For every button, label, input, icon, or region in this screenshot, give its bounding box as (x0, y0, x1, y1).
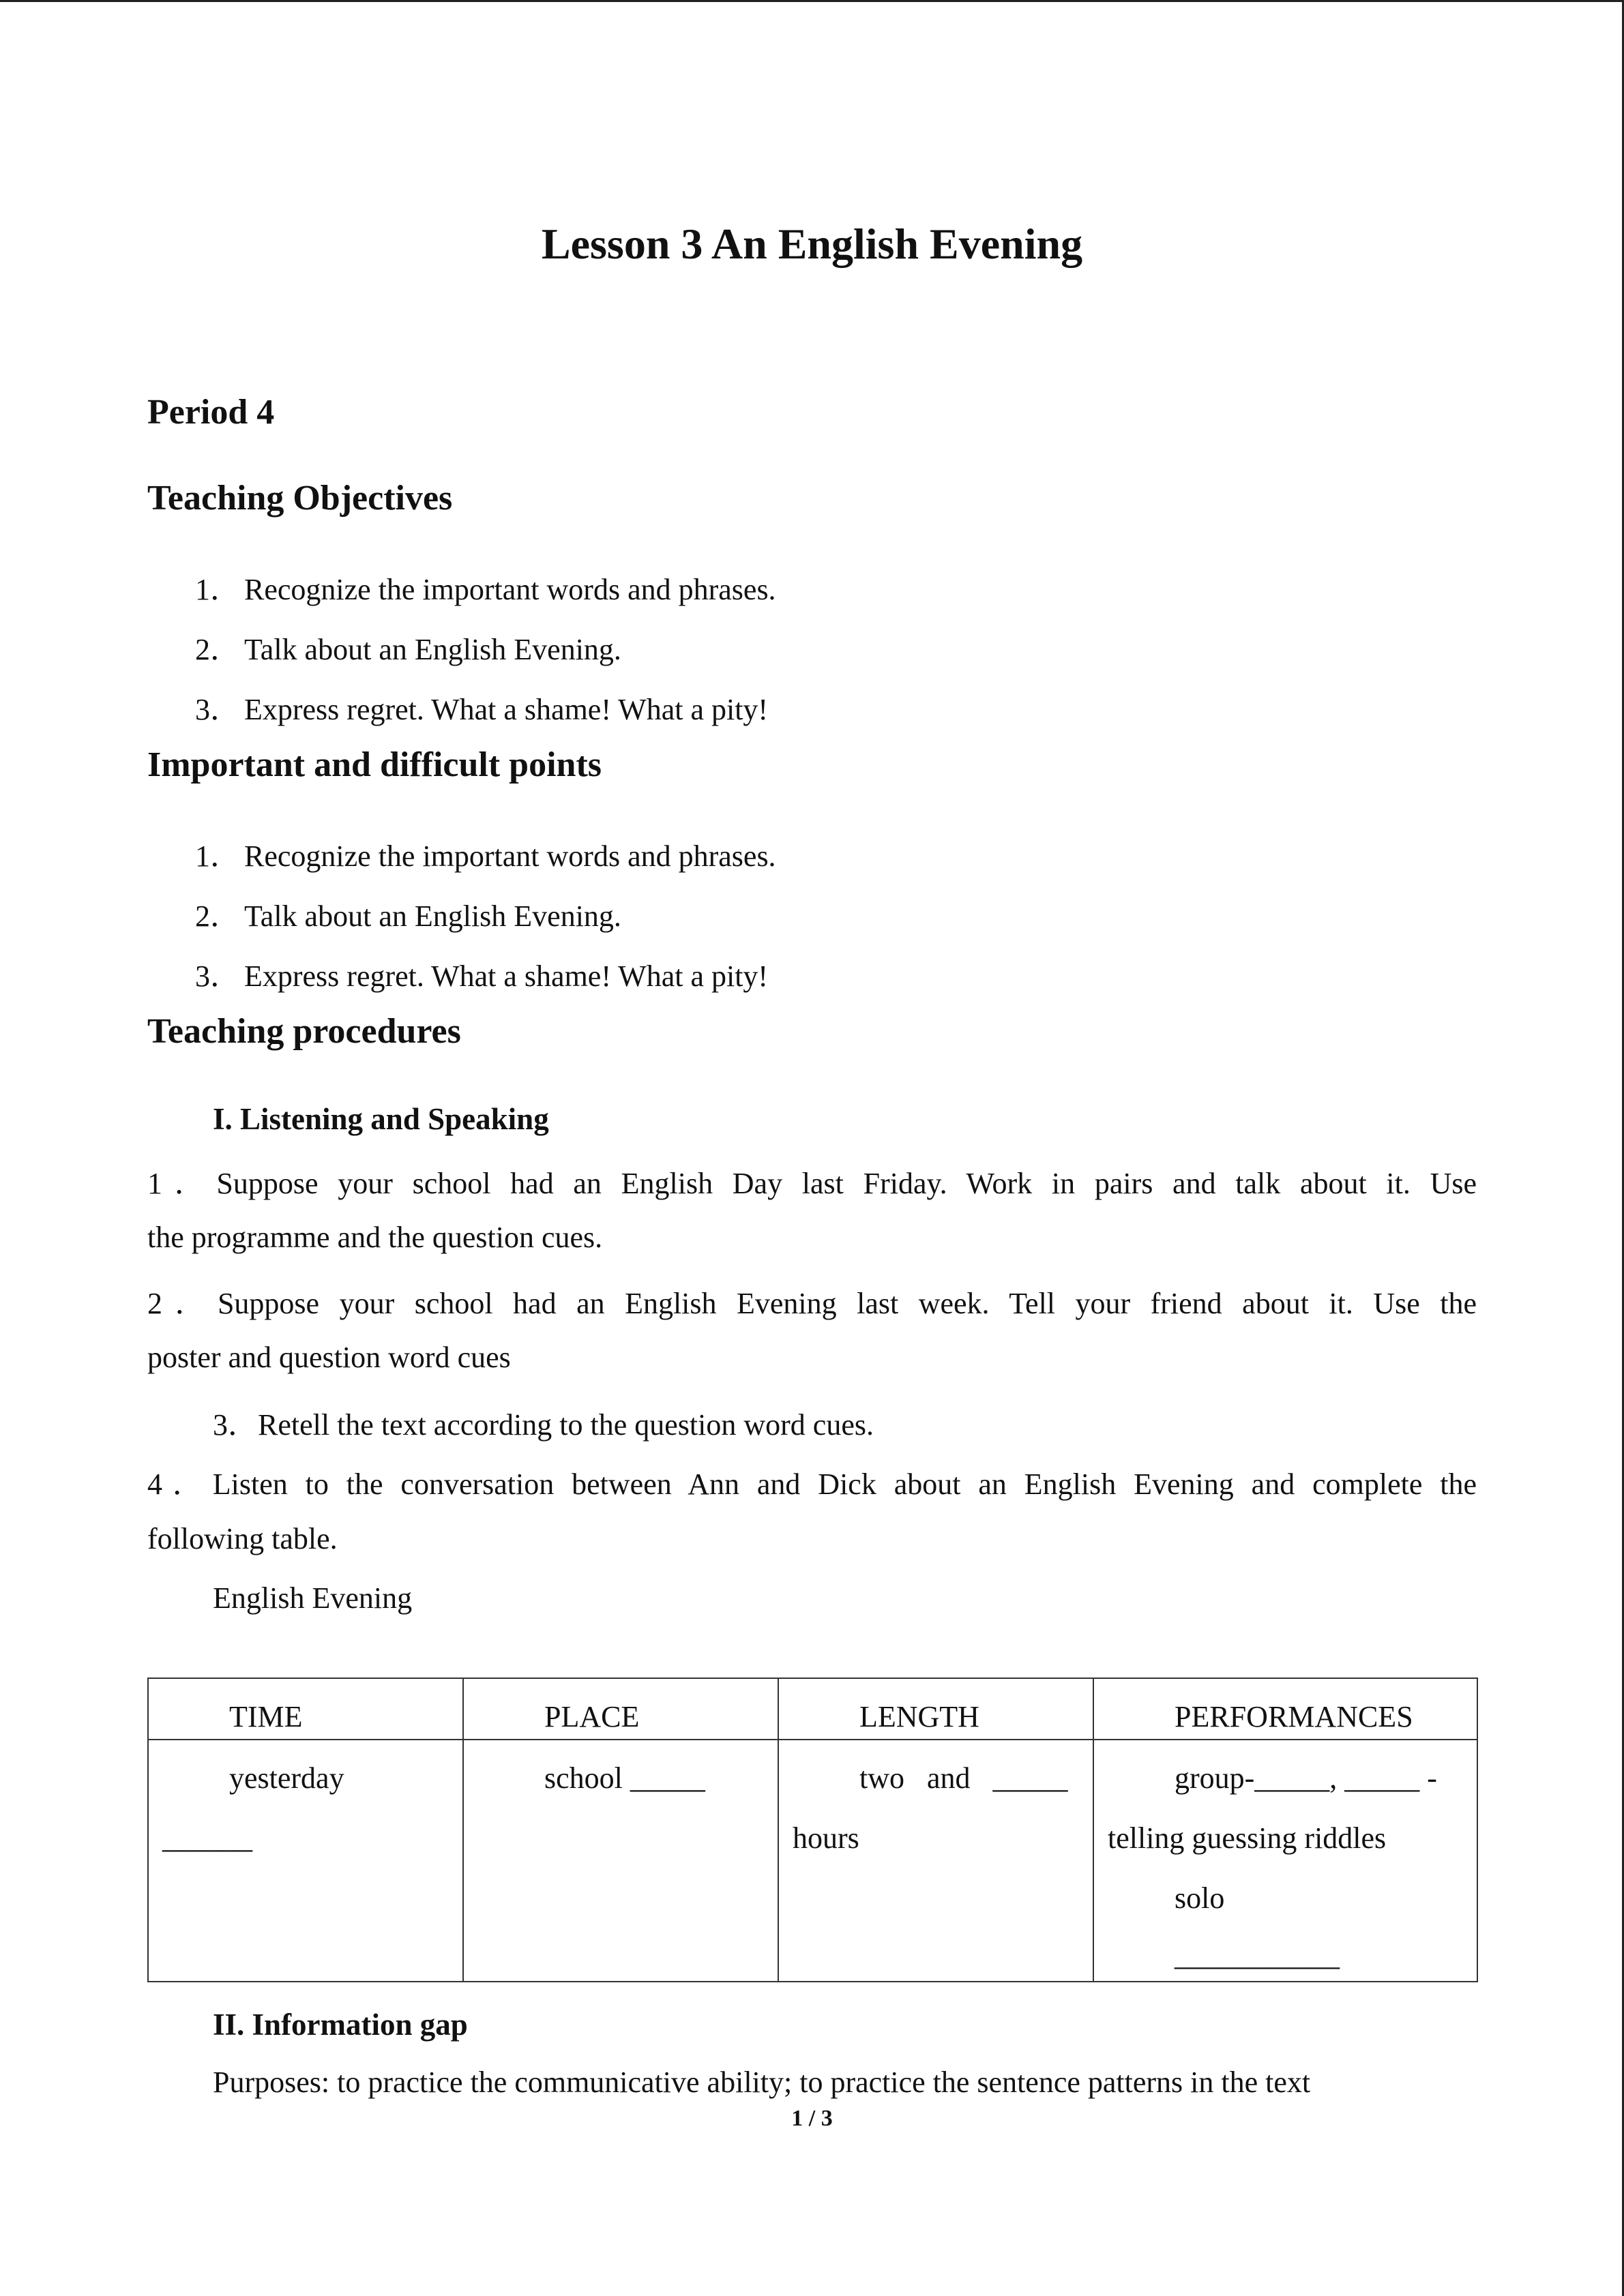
table-header-cell (1093, 1678, 1477, 1740)
performances-line-3: solo (1175, 1881, 1225, 1915)
place-value: school _____ (544, 1761, 705, 1795)
objective-item (195, 685, 768, 728)
objective-item-number: 1． (195, 573, 240, 606)
step-1-line-1: 1．Suppose your school had an English Day last Friday. Work in pairs and talk about it. Use (147, 1167, 1477, 1200)
time-blank: ______ (162, 1821, 252, 1855)
table-header-cell (778, 1678, 1093, 1740)
length-value: two and _____ (859, 1761, 1068, 1795)
table-cell-place (463, 1740, 778, 1982)
step-2-line-2: poster and question word cues (147, 1341, 511, 1374)
page-number: 1 / 3 (791, 2106, 833, 2131)
header-time: TIME (229, 1700, 303, 1733)
table-header-cell (148, 1678, 463, 1740)
time-value: yesterday (229, 1761, 344, 1795)
point-item-number: 2． (195, 899, 240, 933)
table-row (148, 1740, 1477, 1982)
information-gap-purposes: Purposes: to practice the communicative ability; to practice the sentence patterns in the text (213, 2066, 1311, 2099)
objective-item-text: Express regret. What a shame! What a pity! (244, 693, 769, 726)
step-4-line-2: following table. (147, 1522, 338, 1555)
point-item (195, 951, 768, 995)
point-item (195, 891, 621, 935)
point-item (195, 831, 776, 875)
table-header-cell (463, 1678, 778, 1740)
objectives-heading: Teaching Objectives (147, 479, 453, 518)
header-performances: PERFORMANCES (1175, 1700, 1413, 1733)
objective-item-text: Talk about an English Evening. (244, 633, 621, 666)
performances-line-2: telling guessing riddles (1108, 1821, 1387, 1855)
table-header-row (148, 1678, 1477, 1740)
objective-item (195, 625, 621, 668)
section-listening-speaking-heading: I. Listening and Speaking (213, 1102, 549, 1136)
period-heading: Period 4 (147, 393, 275, 432)
table-cell-performances (1093, 1740, 1477, 1982)
performances-line-1: group-_____, _____ - (1175, 1761, 1437, 1795)
points-heading: Important and difficult points (147, 745, 602, 784)
procedures-heading: Teaching procedures (147, 1012, 461, 1051)
point-item-text: Express regret. What a shame! What a pity! (244, 959, 769, 993)
performances-line-4: ___________ (1175, 1939, 1340, 1972)
header-length: LENGTH (859, 1700, 979, 1733)
objective-item (195, 565, 776, 608)
step-4-line-1: 4．Listen to the conversation between Ann and Dick about an English Evening and complete the (147, 1467, 1477, 1501)
length-unit: hours (793, 1821, 859, 1855)
point-item-text: Talk about an English Evening. (244, 899, 621, 933)
step-3: 3．Retell the text according to the question word cues. (213, 1408, 874, 1442)
english-evening-table (147, 1678, 1478, 1982)
header-place: PLACE (544, 1700, 640, 1733)
objective-item-text: Recognize the important words and phrases. (244, 573, 776, 606)
document-title: Lesson 3 An English Evening (541, 220, 1083, 268)
objective-item-number: 2． (195, 633, 240, 666)
point-item-number: 1． (195, 839, 240, 873)
table-cell-time (148, 1740, 463, 1982)
objective-item-number: 3． (195, 693, 240, 726)
section-information-gap-heading: II. Information gap (213, 2008, 468, 2042)
table-cell-length (778, 1740, 1093, 1982)
table-caption: English Evening (213, 1581, 413, 1615)
step-2-line-1: 2．Suppose your school had an English Evening last week. Tell your friend about it. Use the (147, 1287, 1477, 1320)
point-item-text: Recognize the important words and phrases. (244, 839, 776, 873)
step-1-line-2: the programme and the question cues. (147, 1221, 603, 1254)
point-item-number: 3． (195, 959, 240, 993)
